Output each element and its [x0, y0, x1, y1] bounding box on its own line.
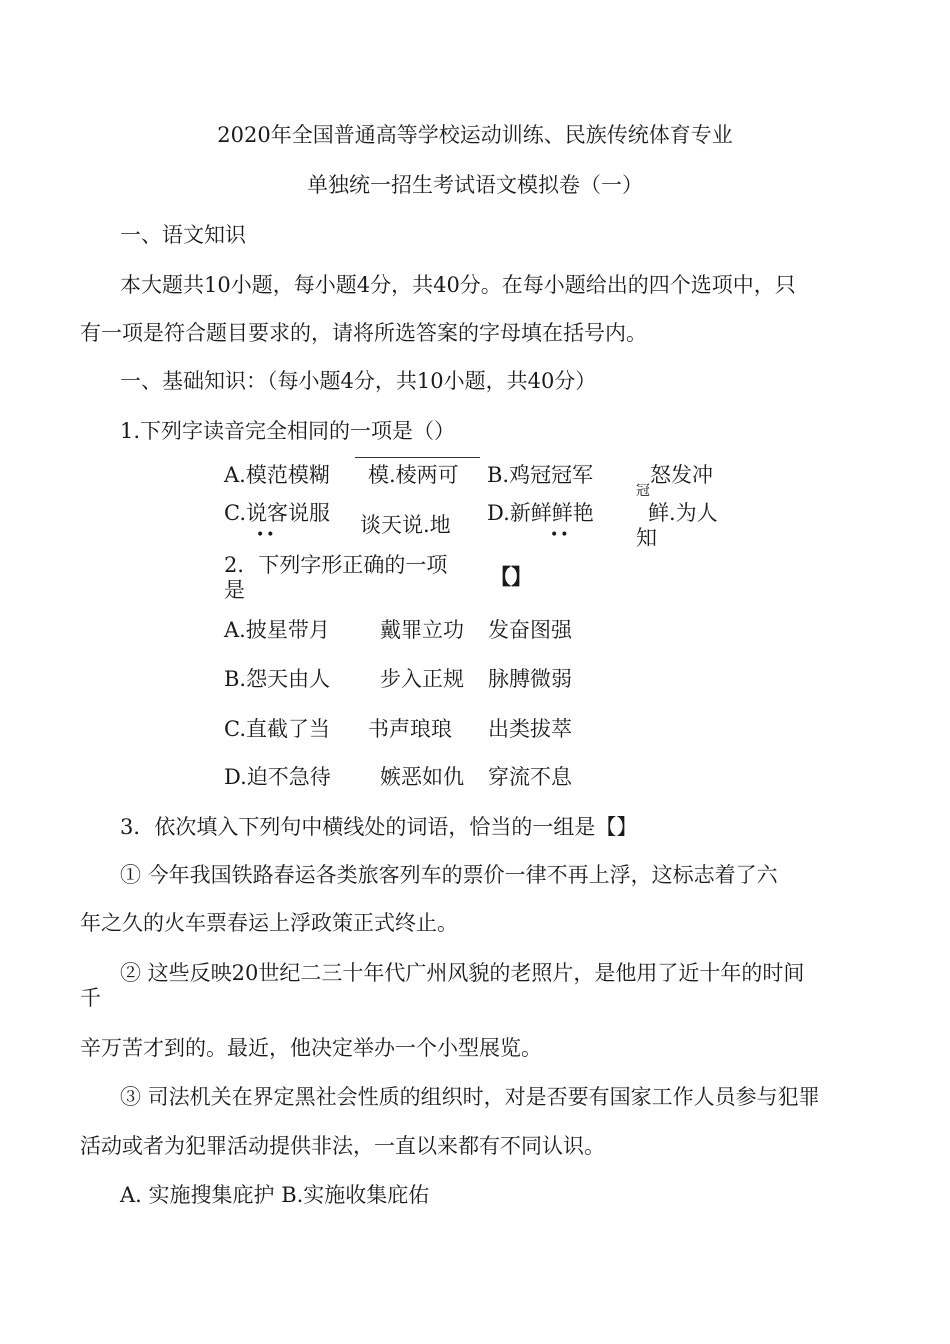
q2-option-a-1: A.披星带月: [224, 618, 330, 642]
q2-option-c-2: 书声琅琅: [368, 717, 452, 741]
q1-option-d-extra-2: 知: [636, 526, 657, 550]
q2-answer-bracket: 【】: [490, 564, 532, 589]
q3-sentence-1-line-1: ① 今年我国铁路春运各类旅客列车的票价一律不再上浮，这标志着了六: [120, 863, 778, 887]
q3-sentence-2-line-2: 辛万苦才到的。最近，他决定举办一个小型展览。: [80, 1036, 542, 1060]
q3-sentence-2-line-1b: 千: [80, 986, 101, 1010]
q1-option-b: B.鸡冠冠军: [487, 463, 594, 487]
q2-option-d-3: 穿流不息: [488, 765, 572, 789]
section-heading: 一、语文知识: [120, 223, 246, 247]
q2-stem: 2．下列字形正确的一项: [224, 553, 448, 577]
q2-option-a-3: 发奋图强: [488, 618, 572, 642]
q3-sentence-3-line-1: ③ 司法机关在界定黑社会性质的组织时，对是否要有国家工作人员参与犯罪: [120, 1085, 820, 1109]
q3-sentence-3-line-2: 活动或者为犯罪活动提供非法，一直以来都有不同认识。: [80, 1134, 605, 1158]
q2-option-c-1: C.直截了当: [224, 717, 330, 741]
emphasis-dots-d: ••: [550, 527, 571, 543]
underline-rule: [355, 457, 480, 458]
q1-option-c: C.说客说服: [224, 501, 330, 525]
title-line-1: 2020年全国普通高等学校运动训练、民族传统体育专业: [217, 123, 733, 147]
q1-option-d-extra: 鲜.为人: [648, 501, 718, 525]
q2-option-b-1: B.怨天由人: [224, 667, 331, 691]
q3-sentence-1-line-2: 年之久的火车票春运上浮政策正式终止。: [80, 911, 458, 935]
q2-option-b-2: 步入正规: [380, 667, 464, 691]
q3-options-line: A. 实施搜集庇护 B.实施收集庇佑: [120, 1183, 430, 1207]
q1-option-a-extra: 模.棱两可: [368, 463, 459, 487]
title-line-2: 单独统一招生考试语文模拟卷（一）: [307, 173, 643, 197]
instruction-line-1: 本大题共10小题，每小题4分，共40分。在每小题给出的四个选项中，只: [120, 273, 796, 297]
emphasis-dots-c: ••: [256, 527, 277, 543]
q2-option-a-2: 戴罪立功: [380, 618, 464, 642]
q2-option-d-2: 嫉恶如仇: [380, 765, 464, 789]
q1-option-b-extra: 怒发冲: [650, 463, 713, 487]
q2-stem-continued: 是: [224, 578, 245, 602]
q3-stem: 3．依次填入下列句中横线处的词语，恰当的一组是【】: [120, 815, 638, 839]
q2-option-c-3: 出类拔萃: [488, 717, 572, 741]
q3-sentence-2-line-1: ② 这些反映20世纪二三十年代广州风貌的老照片，是他用了近十年的时间: [120, 961, 805, 985]
q1-option-d: D.新鲜鲜艳: [487, 501, 594, 525]
q2-option-b-3: 脉膊微弱: [488, 667, 572, 691]
q2-option-d-1: D.迫不急待: [224, 765, 331, 789]
q1-option-c-extra: 谈天说.地: [360, 513, 451, 537]
instruction-line-2: 有一项是符合题目要求的，请将所选答案的字母填在括号内。: [80, 321, 647, 345]
basic-heading: 一、基础知识：（每小题4分，共10小题，共40分）: [120, 369, 597, 393]
q1-option-a: A.模范模糊: [224, 463, 330, 487]
q1-option-b-extra-2: 冠: [636, 483, 650, 499]
q1-stem: 1.下列字读音完全相同的一项是（）: [120, 419, 456, 443]
